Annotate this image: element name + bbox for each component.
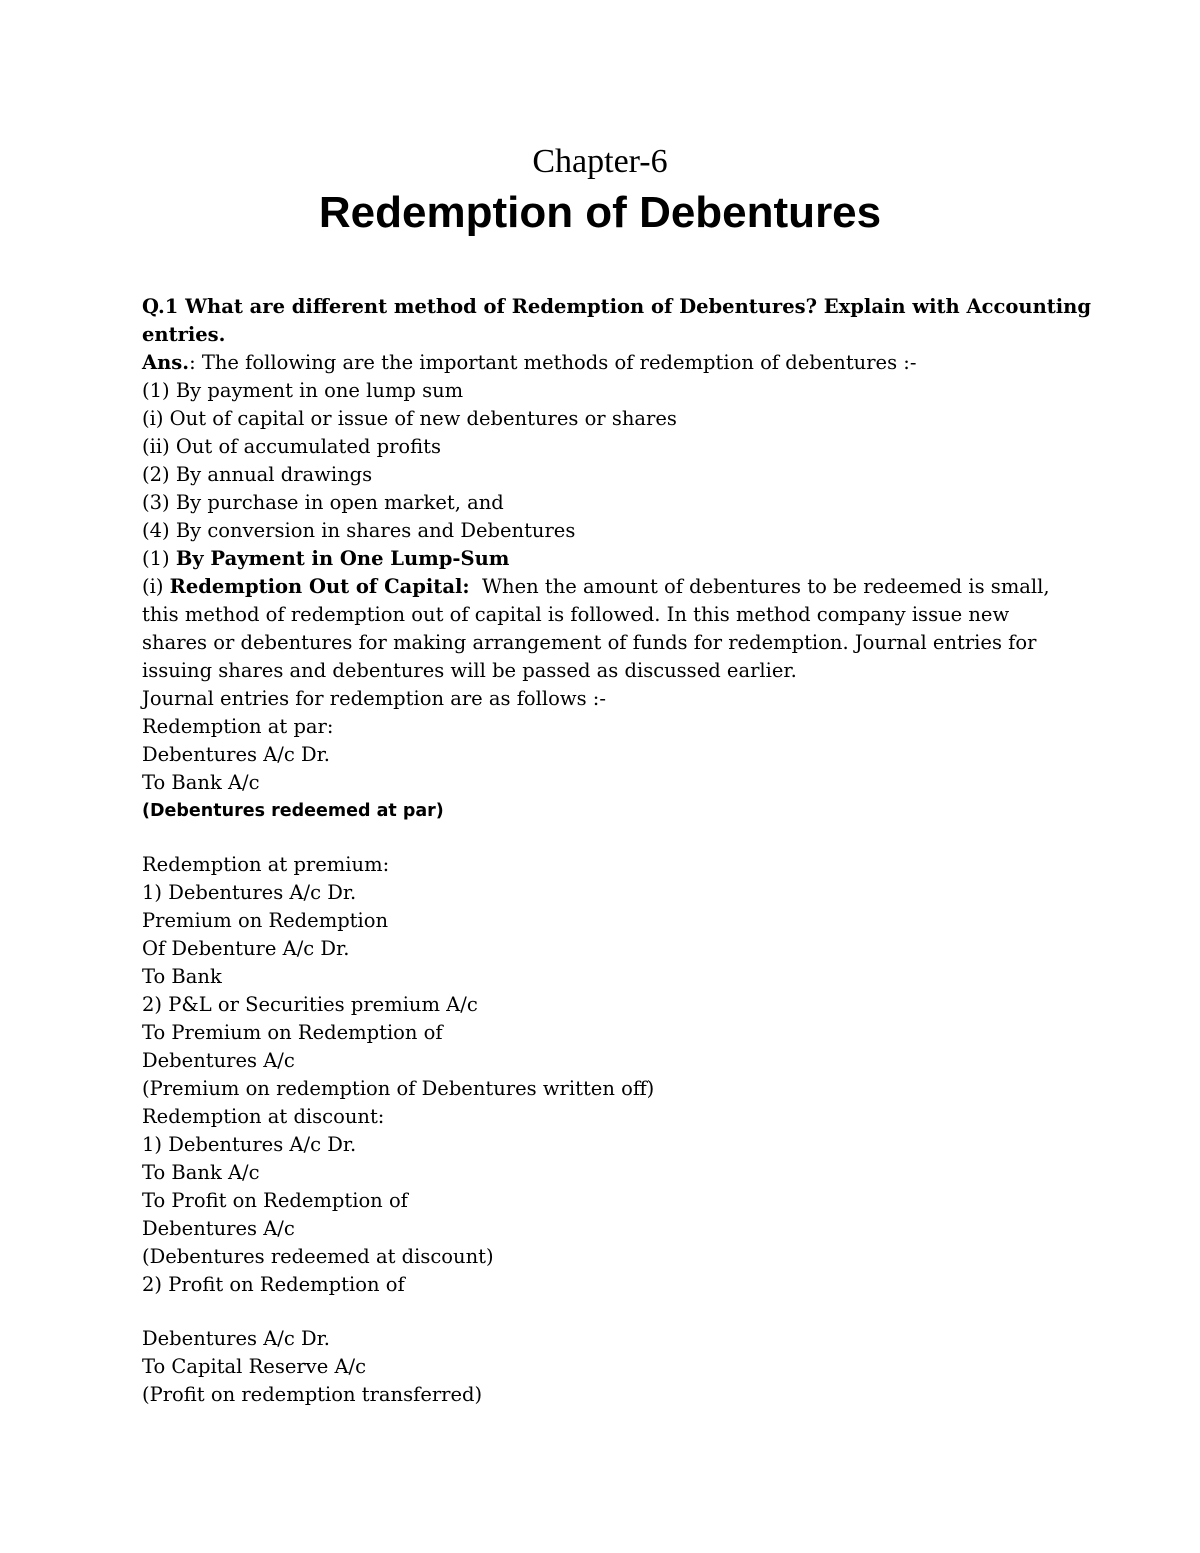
blank-line bbox=[142, 1299, 1057, 1325]
method-item: (4) By conversion in shares and Debentures bbox=[142, 519, 576, 542]
chapter-title: Redemption of Debentures bbox=[318, 188, 882, 237]
section-heading-lump-sum bbox=[142, 545, 1057, 573]
section-prefix: (1) bbox=[142, 547, 176, 570]
method-item: (i) Out of capital or issue of new debentures or shares bbox=[142, 407, 677, 430]
subsection-prefix: (i) bbox=[142, 575, 170, 598]
journal-line: Debentures A/c Dr. bbox=[142, 1327, 331, 1350]
paragraph-line: issuing shares and debentures will be passed as discussed earlier. bbox=[142, 659, 797, 682]
journal-line: To Bank bbox=[142, 965, 222, 988]
journal-line: Debentures A/c bbox=[142, 1049, 295, 1072]
discount-heading: Redemption at discount: bbox=[142, 1105, 385, 1128]
section-heading-text: By Payment in One Lump-Sum bbox=[175, 547, 510, 570]
paragraph-line: Journal entries for redemption are as follows :- bbox=[142, 687, 606, 710]
journal-narration: (Debentures redeemed at par) bbox=[142, 801, 444, 821]
answer-label: Ans. bbox=[142, 351, 190, 374]
journal-narration: (Debentures redeemed at discount) bbox=[142, 1245, 494, 1268]
chapter-number: Chapter-6 bbox=[532, 143, 668, 180]
method-item: (1) By payment in one lump sum bbox=[142, 379, 464, 402]
blank-line bbox=[142, 825, 1057, 851]
answer-intro-text: : The following are the important methods of redemption of debentures :- bbox=[189, 351, 917, 374]
document-body bbox=[142, 293, 1091, 1409]
journal-narration: (Premium on redemption of Debentures written off) bbox=[142, 1077, 655, 1100]
journal-line: To Bank A/c bbox=[142, 1161, 260, 1184]
paragraph-line: shares or debentures for making arrangement of funds for redemption. Journal entries for bbox=[142, 631, 1037, 654]
journal-line: Premium on Redemption bbox=[142, 909, 389, 932]
journal-line: 2) P&L or Securities premium A/c bbox=[142, 993, 478, 1016]
method-item: (2) By annual drawings bbox=[142, 463, 373, 486]
journal-line: Debentures A/c bbox=[142, 1217, 295, 1240]
journal-line: To Capital Reserve A/c bbox=[142, 1355, 367, 1378]
subsection-text: When the amount of debentures to be redeemed is small, bbox=[481, 575, 1050, 598]
journal-line: Of Debenture A/c Dr. bbox=[142, 937, 350, 960]
journal-line: Debentures A/c Dr. bbox=[142, 743, 331, 766]
subsection-first-line bbox=[142, 573, 1057, 601]
subsection-heading: Redemption Out of Capital: bbox=[169, 575, 470, 598]
answer-intro bbox=[142, 349, 1057, 377]
journal-line: To Bank A/c bbox=[142, 771, 260, 794]
premium-heading: Redemption at premium: bbox=[142, 853, 390, 876]
method-item: (ii) Out of accumulated profits bbox=[142, 435, 442, 458]
method-item: (3) By purchase in open market, and bbox=[142, 491, 504, 514]
paragraph-line: this method of redemption out of capital is followed. In this method company issue new bbox=[142, 603, 1010, 626]
journal-line: To Premium on Redemption of bbox=[142, 1021, 443, 1044]
question-line-2: entries. bbox=[142, 323, 226, 346]
journal-line: 2) Profit on Redemption of bbox=[142, 1273, 405, 1296]
journal-narration: (Profit on redemption transferred) bbox=[142, 1383, 483, 1406]
journal-line: To Profit on Redemption of bbox=[142, 1189, 408, 1212]
journal-line: 1) Debentures A/c Dr. bbox=[142, 1133, 357, 1156]
par-heading: Redemption at par: bbox=[142, 715, 334, 738]
question-line-1: Q.1 What are different method of Redemption of Debentures? Explain with Accounting bbox=[142, 295, 1091, 318]
journal-line: 1) Debentures A/c Dr. bbox=[142, 881, 357, 904]
